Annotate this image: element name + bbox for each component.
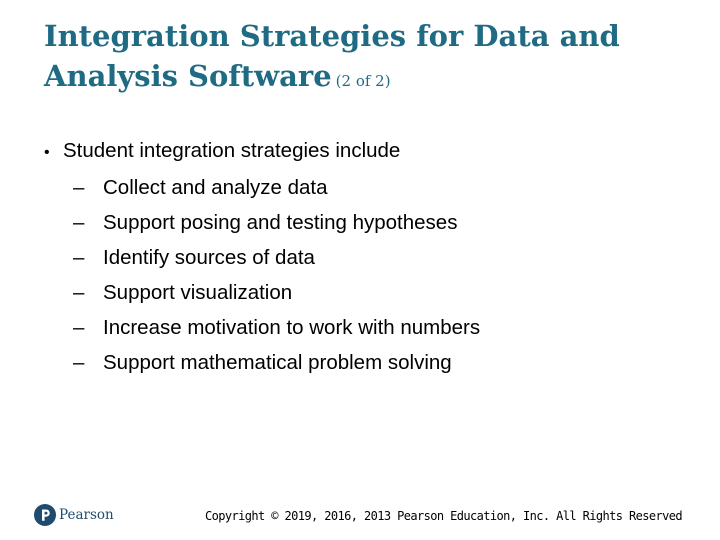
sub-bullet-text: Support posing and testing hypotheses: [103, 211, 458, 234]
sub-bullet-item: [44, 310, 684, 345]
sub-bullet-text: Identify sources of data: [103, 246, 315, 269]
dash-marker: –: [73, 246, 85, 269]
pearson-wordmark: Pearson: [59, 507, 114, 523]
dash-marker: –: [73, 316, 85, 339]
bullet-marker: •: [44, 144, 50, 161]
dash-marker: –: [73, 176, 85, 199]
sub-bullet-item: [44, 345, 684, 380]
dash-marker: –: [73, 211, 85, 234]
slide-footer: [0, 500, 720, 540]
sub-bullet-text: Support visualization: [103, 281, 293, 304]
slide-title: [44, 16, 684, 101]
pearson-p-icon: [34, 504, 56, 526]
slide-body: [44, 133, 684, 380]
dash-marker: –: [73, 281, 85, 304]
bullet-item: [44, 133, 684, 170]
sub-bullet-item: [44, 240, 684, 275]
sub-bullet-item: [44, 275, 684, 310]
title-page-count: (2 of 2): [335, 72, 391, 90]
title-line-2: Analysis Software: [44, 59, 332, 93]
sub-bullet-text: Increase motivation to work with numbers: [103, 316, 481, 339]
pearson-logo: [34, 504, 114, 526]
title-line-2-wrapper: [44, 56, 684, 101]
dash-marker: –: [73, 351, 85, 374]
sub-bullet-item: [44, 170, 684, 205]
sub-bullet-text: Collect and analyze data: [103, 176, 328, 199]
copyright-notice: Copyright © 2019, 2016, 2013 Pearson Education, Inc. All Rights Reserved: [205, 509, 682, 523]
sub-bullet-text: Support mathematical problem solving: [103, 351, 452, 374]
sub-bullet-list: [44, 170, 684, 380]
title-line-1: Integration Strategies for Data and: [44, 19, 620, 53]
bullet-text: Student integration strategies include: [63, 139, 401, 162]
sub-bullet-item: [44, 205, 684, 240]
